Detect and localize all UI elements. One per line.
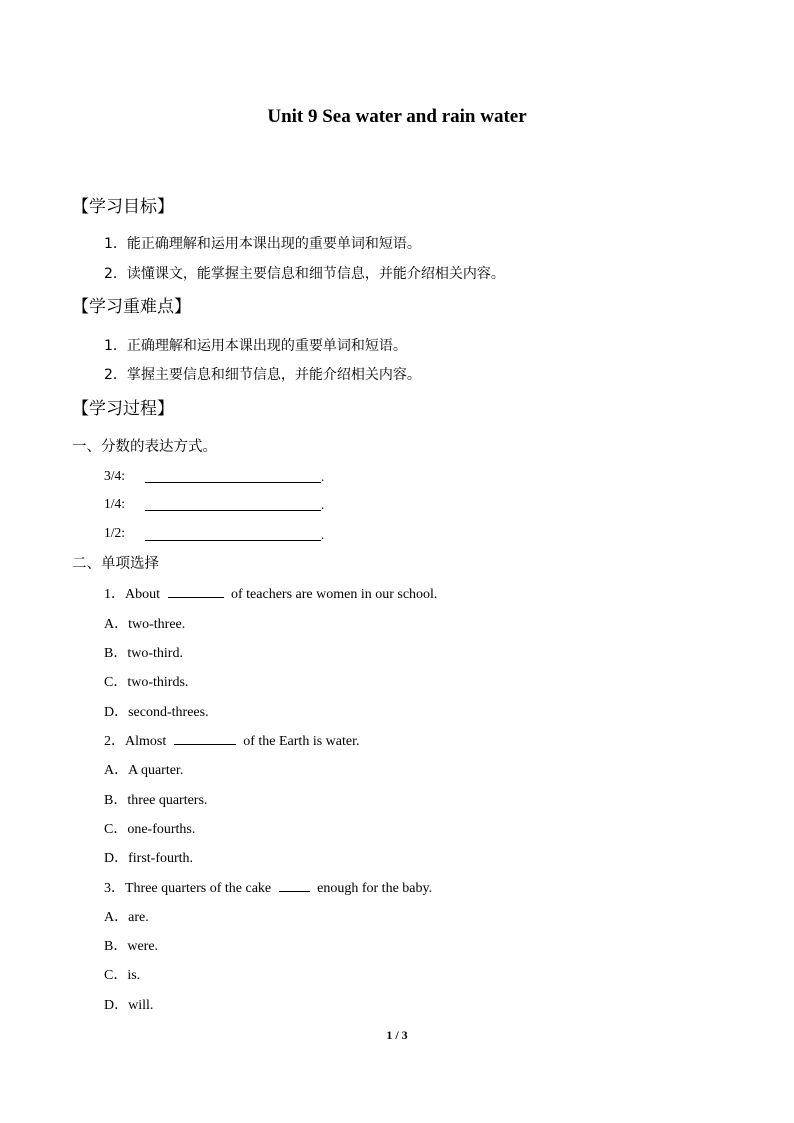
question-3 [104,877,432,897]
section-heading-key-points: 【学习重难点】 [72,297,191,317]
answer-blank[interactable] [145,496,321,511]
answer-blank[interactable] [145,468,321,483]
goal-item: 1．能正确理解和运用本课出现的重要单词和短语。 [104,236,421,252]
part1-heading: 一、分数的表达方式。 [72,439,217,455]
fraction-label: 1/4: [104,496,126,511]
period: . [321,497,325,512]
question-text: enough for the baby. [317,881,433,896]
part2-heading: 二、单项选择 [72,556,159,572]
option-a[interactable]: A．two-three. [104,617,186,632]
option-a[interactable]: A．are. [104,910,149,925]
answer-blank[interactable] [279,879,310,892]
answer-blank[interactable] [145,526,321,541]
period: . [321,469,325,484]
option-c[interactable]: C．two-thirds. [104,675,189,690]
key-point-item: 1．正确理解和运用本课出现的重要单词和短语。 [104,338,407,354]
option-c[interactable]: C．one-fourths. [104,822,196,837]
fraction-label: 1/2: [104,525,126,540]
option-c[interactable]: C．is. [104,968,141,983]
key-point-item: 2．掌握主要信息和细节信息，并能介绍相关内容。 [104,367,421,383]
option-b[interactable]: B．were. [104,939,159,954]
fraction-label: 3/4: [104,468,126,483]
section-heading-goals: 【学习目标】 [72,197,174,217]
question-2 [104,730,359,750]
period: . [321,527,325,542]
question-1 [104,583,437,603]
option-d[interactable]: D．second-threes. [104,705,209,720]
question-text: of teachers are women in our school. [231,587,438,602]
option-b[interactable]: B．three quarters. [104,793,208,808]
answer-blank[interactable] [168,585,224,598]
page-number: 1 / 3 [386,1028,408,1042]
question-text: 3．Three quarters of the cake [104,881,272,896]
section-heading-process: 【学习过程】 [72,399,174,419]
option-a[interactable]: A．A quarter. [104,763,184,778]
answer-blank[interactable] [174,732,236,745]
question-text: 1．About [104,587,160,602]
question-text: of the Earth is water. [243,734,360,749]
question-text: 2．Almost [104,734,167,749]
goal-item: 2．读懂课文，能掌握主要信息和细节信息，并能介绍相关内容。 [104,266,505,282]
option-b[interactable]: B．two-third. [104,646,183,661]
document-title: Unit 9 Sea water and rain water [267,106,527,127]
option-d[interactable]: D．will. [104,998,154,1013]
option-d[interactable]: D．first-fourth. [104,851,194,866]
